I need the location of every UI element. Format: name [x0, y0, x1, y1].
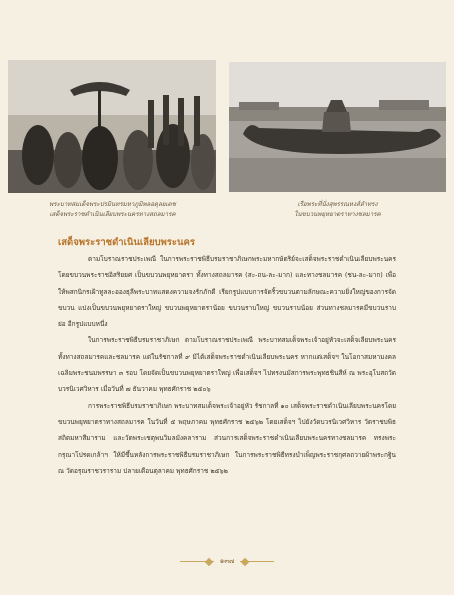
- royal-barge-photo-icon: [229, 62, 446, 192]
- left-caption-line-1: พระบาทสมเด็จพระปรมินทรมหาภูมิพลอดุลยเดช: [49, 201, 176, 208]
- ornament-divider-icon: [240, 558, 274, 566]
- right-caption-line-1: เรือพระที่นั่งสุพรรณหงส์ลำทรง: [297, 201, 378, 208]
- page-footer: [0, 556, 454, 567]
- ornament-divider-icon: [180, 558, 214, 566]
- right-photo-caption: [240, 200, 435, 220]
- page-number: ๑๓๗: [219, 557, 235, 565]
- paragraph-1: ตามโบราณราชประเพณี ในการพระราชพิธีบรมราชาภิเษกพระมหากษัตริย์จะเสด็จพระราชดำเนินเลียบพระนคร โดยขบวนพระราชอิสริยยศ เป็นขบวนพยุหยาตรา ทั้งทางสถลมารค (สะ-ถน-ละ-มาก) และทางชลมารค (ชน-ละ-มาก) เพื่อให้พสกนิกรเฝ้าทูลละอองธุลีพระบาทแสดงความจงรักภักดี เรียกรูปแบบการจัดริ้วขบวนตามลักษณะความยิ่งใหญ่ของการจัดขบวน แบ่งเป็นขบวนพยุหยาตราใหญ่ ขบวนพยุหยาตราน้อย ขบวนราบใหญ่ ขบวนราบน้อย ส่วนทางชลมารคมีขบวนราบย่อ อีกรูปแบบหนึ่ง: [58, 255, 396, 329]
- body-text: [58, 251, 396, 479]
- procession-photo: [8, 60, 216, 193]
- right-caption-line-2: ในขบวนพยุหยาตราทางชลมารค: [294, 211, 381, 218]
- royal-barge-photo: [229, 62, 446, 192]
- paragraph-3: การพระราชพิธีบรมราชาภิเษก พระบาทสมเด็จพระเจ้าอยู่หัว รัชกาลที่ ๑๐ เสด็จพระราชดำเนินเลียบพระนครโดยขบวนพยุหยาตราทางสถลมารค ในวันที่ ๕ พฤษภาคม พุทธศักราช ๒๕๖๒ โดยเสด็จฯ ไปยังวัดบวรนิเวศวิหาร วัดราชบพิธสถิตมหาสีมาราม และวัดพระเชตุพนวิมลมังคลาราม ส่วนการเสด็จพระราชดำเนินเลียบพระนครทางชลมารค ทรงพระกรุณาโปรดเกล้าฯ ให้มีขึ้นหลังการพระราชพิธีบรมราชาภิเษก ในการพระราชพิธีทรงบำเพ็ญพระราชกุศลถวายผ้าพระกฐิน ณ วัดอรุณราชวราราม ปลายเดือนตุลาคม พุทธศักราช ๒๕๖๒: [58, 401, 396, 475]
- left-photo-caption: [20, 200, 205, 220]
- left-caption-line-2: เสด็จพระราชดำเนินเลียบพระนครทางสถลมารค: [49, 211, 176, 218]
- procession-photo-icon: [8, 60, 216, 193]
- section-heading: เสด็จพระราชดำเนินเลียบพระนคร: [58, 237, 195, 248]
- paragraph-2: ในการพระราชพิธีบรมราชาภิเษก ตามโบราณราชประเพณี พระบาทสมเด็จพระเจ้าอยู่หัวจะเสด็จเลียบพระนครทั้งทางสถลมารคและชลมารค แต่ในรัชกาลที่ ๙ มิได้เสด็จพระราชดำเนินเลียบพระนคร หากแต่เสด็จฯ ในโอกาสมหามงคลเฉลิมพระชนมพรรษา ๓ รอบ โดยจัดเป็นขบวนพยุหยาตราใหญ่ เพื่อเสด็จฯ ไปทรงนมัสการพระพุทธชินสีห์ ณ พระอุโบสถวัดบวรนิเวศวิหาร เมื่อวันที่ ๗ ธันวาคม พุทธศักราช ๒๕๐๖: [58, 336, 396, 394]
